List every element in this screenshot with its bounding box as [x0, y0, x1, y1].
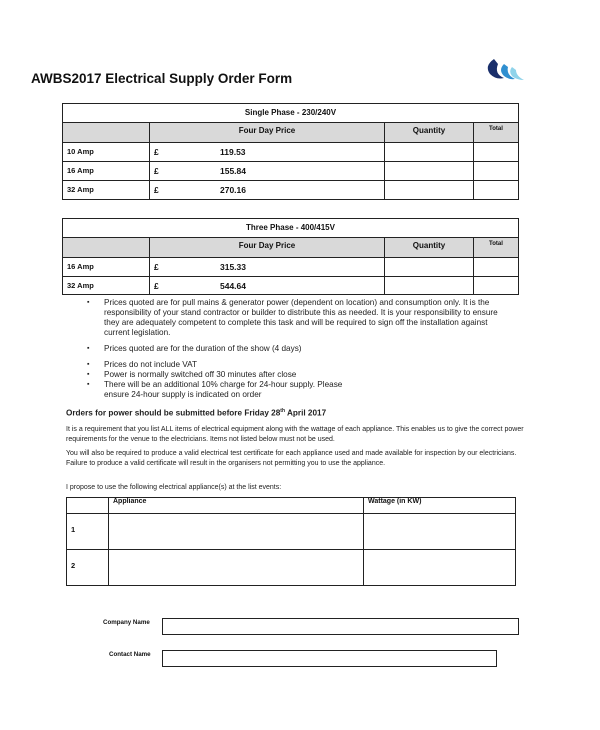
table-row: 10 Amp £ 119.53	[63, 143, 519, 162]
appliance-intro: I propose to use the following electrical appliance(s) at the list events:	[66, 484, 282, 491]
list-item: ▪ Prices quoted are for the duration of the show (4 days)	[72, 344, 512, 354]
quantity-cell[interactable]	[385, 143, 474, 162]
single-phase-table	[62, 103, 519, 200]
wave-logo-icon	[482, 56, 526, 86]
three-phase-title: Three Phase - 400/415V	[63, 219, 519, 238]
list-item: ▪ Prices do not include VAT	[72, 360, 512, 370]
three-phase-table	[62, 218, 519, 295]
list-item: ▪ There will be an additional 10% charge for 24-hour supply. Please ensure 24-hour supply is indicated on order	[72, 380, 364, 400]
requirement-paragraph: It is a requirement that you list ALL items of electrical equipment along with the wattage of each appliance. This enables us to give the correct power requirements for the venue to the electricians. Items not listed below must not be used.	[66, 426, 524, 443]
company-name-field[interactable]	[162, 618, 519, 635]
appliance-table	[66, 497, 516, 586]
table-row: 1	[67, 514, 516, 550]
table-row: 2	[67, 550, 516, 586]
header-price: Four Day Price	[150, 123, 385, 143]
total-cell[interactable]	[474, 162, 519, 181]
table-row: 16 Amp £ 315.33	[63, 258, 519, 277]
list-item: ▪ Power is normally switched off 30 minutes after close	[72, 370, 512, 380]
terms-list	[72, 298, 512, 400]
header-quantity: Quantity	[385, 238, 474, 258]
header-total: Total	[474, 123, 519, 143]
quantity-cell[interactable]	[385, 162, 474, 181]
contact-name-field[interactable]	[162, 650, 497, 667]
total-cell[interactable]	[474, 143, 519, 162]
quantity-cell[interactable]	[385, 277, 474, 295]
company-name-label: Company Name	[103, 619, 150, 626]
table-row: 32 Amp £ 544.64	[63, 277, 519, 295]
table-row: 16 Amp £ 155.84	[63, 162, 519, 181]
wattage-input[interactable]	[364, 514, 516, 550]
single-phase-title: Single Phase - 230/240V	[63, 104, 519, 123]
page-title: AWBS2017 Electrical Supply Order Form	[31, 71, 293, 86]
total-cell[interactable]	[474, 181, 519, 200]
quantity-cell[interactable]	[385, 258, 474, 277]
certificate-paragraph: You will also be required to produce a valid electrical test certificate for each appliance used and made available for inspection by our electricians. Failure to produce a valid certificate will result in the organisers not permitting you to use the appliance.	[66, 450, 517, 467]
header-wattage: Wattage (in KW)	[364, 498, 516, 514]
list-item: ▪ Prices quoted are for pull mains & generator power (dependent on location) and consumption only. It is the responsibility of your stand contractor or builder to distribute this as needed. It is your responsibility to ensure they are adequately competent to complete this task and will be required to sign off the installation against current legislation.	[72, 298, 512, 338]
contact-name-label: Contact Name	[109, 651, 151, 658]
header-appliance: Appliance	[109, 498, 364, 514]
total-cell[interactable]	[474, 258, 519, 277]
appliance-input[interactable]	[109, 514, 364, 550]
header-price: Four Day Price	[150, 238, 385, 258]
header-total: Total	[474, 238, 519, 258]
wattage-input[interactable]	[364, 550, 516, 586]
deadline-text: Orders for power should be submitted before Friday 28th April 2017	[66, 408, 327, 418]
appliance-input[interactable]	[109, 550, 364, 586]
quantity-cell[interactable]	[385, 181, 474, 200]
total-cell[interactable]	[474, 277, 519, 295]
table-row: 32 Amp £ 270.16	[63, 181, 519, 200]
header-quantity: Quantity	[385, 123, 474, 143]
